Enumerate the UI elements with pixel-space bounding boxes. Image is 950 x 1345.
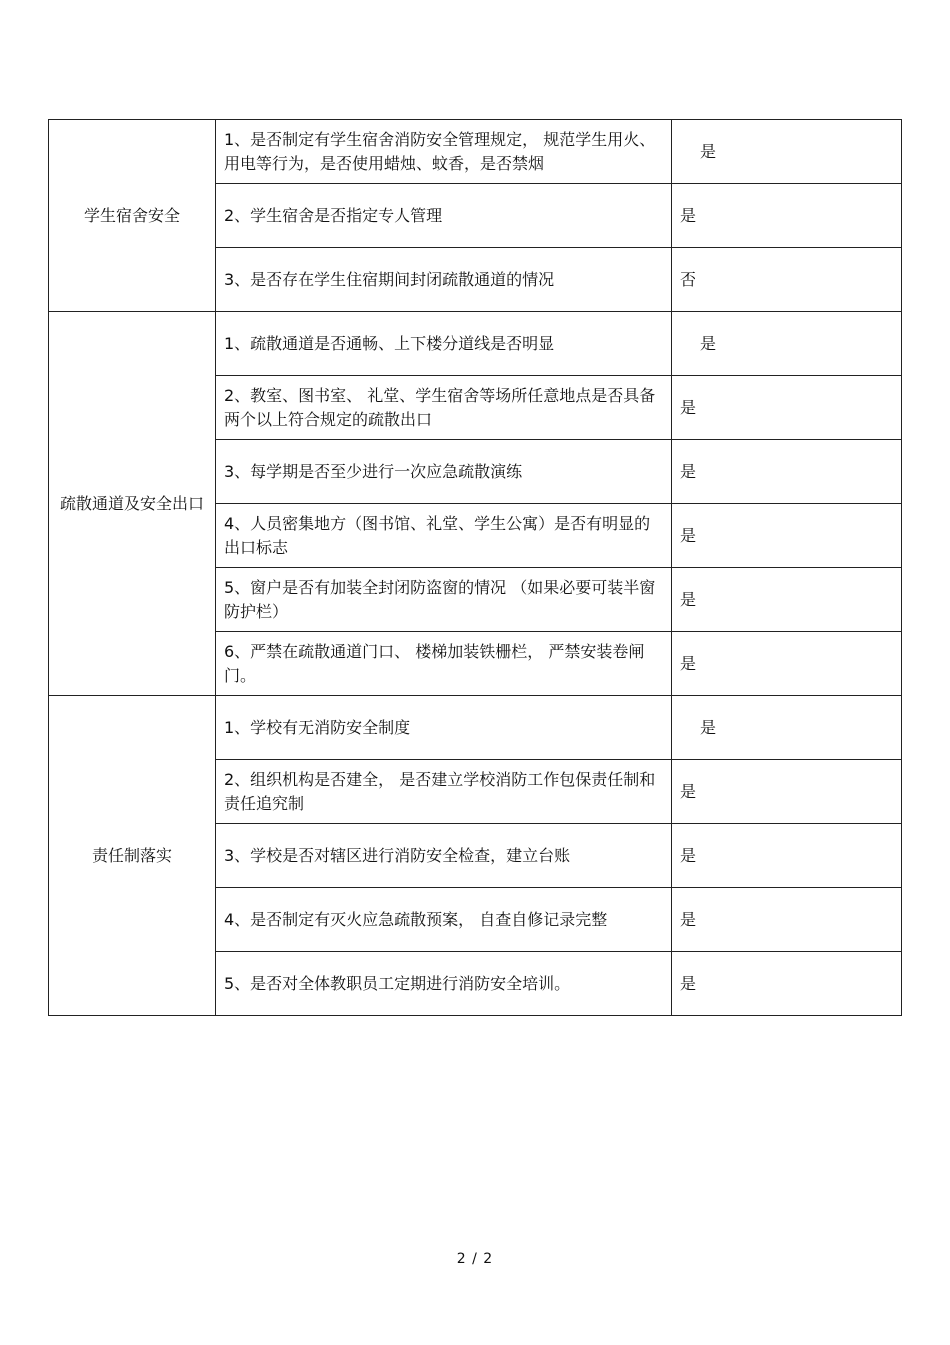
question-cell: 3、是否存在学生住宿期间封闭疏散通道的情况 xyxy=(216,248,672,312)
question-cell: 2、教室、图书室、 礼堂、学生宿舍等场所任意地点是否具备两个以上符合规定的疏散出口 xyxy=(216,376,672,440)
answer-cell: 是 xyxy=(672,888,902,952)
answer-cell: 是 xyxy=(672,312,902,376)
fire-safety-checklist-table xyxy=(48,119,902,1016)
answer-cell: 是 xyxy=(672,632,902,696)
question-cell: 6、严禁在疏散通道门口、 楼梯加装铁栅栏， 严禁安装卷闸门。 xyxy=(216,632,672,696)
answer-cell: 是 xyxy=(672,952,902,1016)
answer-cell: 是 xyxy=(672,504,902,568)
question-cell: 3、每学期是否至少进行一次应急疏散演练 xyxy=(216,440,672,504)
question-cell: 5、是否对全体教职员工定期进行消防安全培训。 xyxy=(216,952,672,1016)
question-cell: 2、学生宿舍是否指定专人管理 xyxy=(216,184,672,248)
page-number: 2 / 2 xyxy=(456,1251,494,1267)
answer-cell: 是 xyxy=(672,440,902,504)
question-cell: 1、是否制定有学生宿舍消防安全管理规定， 规范学生用火、用电等行为，是否使用蜡烛、蚊香，是否禁烟 xyxy=(216,120,672,184)
question-cell: 3、学校是否对辖区进行消防安全检查，建立台账 xyxy=(216,824,672,888)
question-cell: 1、学校有无消防安全制度 xyxy=(216,696,672,760)
question-cell: 1、疏散通道是否通畅、上下楼分道线是否明显 xyxy=(216,312,672,376)
table-row xyxy=(49,120,902,184)
answer-cell: 是 xyxy=(672,376,902,440)
question-cell: 2、组织机构是否建全， 是否建立学校消防工作包保责任制和责任追究制 xyxy=(216,760,672,824)
table-row xyxy=(49,696,902,760)
answer-cell: 是 xyxy=(672,824,902,888)
answer-cell: 是 xyxy=(672,184,902,248)
table-row xyxy=(49,312,902,376)
answer-cell: 是 xyxy=(672,760,902,824)
answer-cell: 是 xyxy=(672,120,902,184)
question-cell: 4、人员密集地方（图书馆、礼堂、学生公寓）是否有明显的出口标志 xyxy=(216,504,672,568)
answer-cell: 否 xyxy=(672,248,902,312)
category-cell: 学生宿舍安全 xyxy=(49,120,216,312)
answer-cell: 是 xyxy=(672,568,902,632)
answer-cell: 是 xyxy=(672,696,902,760)
category-cell: 责任制落实 xyxy=(49,696,216,1016)
question-cell: 4、是否制定有灭火应急疏散预案， 自查自修记录完整 xyxy=(216,888,672,952)
question-cell: 5、窗户是否有加装全封闭防盗窗的情况 （如果必要可装半窗防护栏） xyxy=(216,568,672,632)
category-cell: 疏散通道及安全出口 xyxy=(49,312,216,696)
